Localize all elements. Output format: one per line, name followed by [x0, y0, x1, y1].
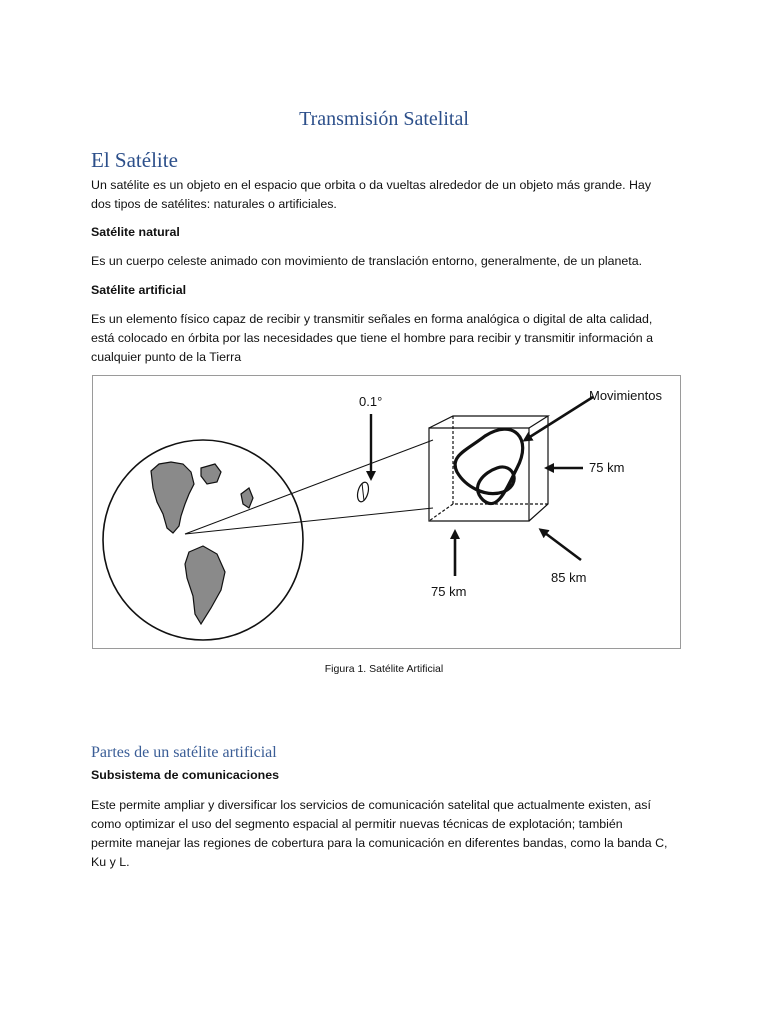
intro-paragraph [91, 176, 681, 214]
movements-label: Movimientos [589, 388, 662, 403]
satellite-diagram [93, 376, 682, 650]
movements-arrow [525, 397, 593, 440]
intro-line-2: dos tipos de satélites: naturales o artificiales. [91, 197, 337, 211]
communications-line-1: Este permite ampliar y diversificar los servicios de comunicación satelital que actualmente existen, así [91, 798, 651, 812]
artificial-line-3: cualquier punto de la Tierra [91, 350, 242, 364]
orbit-cube [429, 416, 548, 521]
communications-line-2: como optimizar el uso del segmento espacial al permitir nuevas técnicas de explotación; también [91, 817, 623, 831]
natural-paragraph: Es un cuerpo celeste animado con movimiento de translación entorno, generalmente, de un planeta. [91, 254, 643, 268]
angle-label: 0.1° [359, 394, 383, 409]
artificial-paragraph [91, 310, 681, 367]
artificial-line-2: está colocado en órbita por las necesidades que tiene el hombre para recibir y transmitir información a [91, 331, 654, 345]
subheading-satelite-natural: Satélite natural [91, 225, 180, 239]
diagonal-85km-label: 85 km [551, 570, 587, 585]
side-75km-label: 75 km [589, 460, 625, 475]
communications-paragraph [91, 796, 681, 872]
intro-line-1: Un satélite es un objeto en el espacio que orbita o da vueltas alrededor de un objeto más grande. Hay [91, 178, 652, 192]
figure-caption: Figura 1. Satélite Artificial [324, 663, 444, 675]
communications-line-4: Ku y L. [91, 855, 130, 869]
beam-ellipse-mark [362, 483, 364, 501]
section-heading-partes: Partes de un satélite artificial [91, 744, 277, 761]
communications-line-3: permite manejar las regiones de cobertura para la comunicación en diferentes bandas, como la banda C, [91, 836, 668, 850]
document-title: Transmisión Satelital [299, 108, 469, 130]
artificial-line-1: Es un elemento físico capaz de recibir y transmitir señales en forma analógica o digital de alta calidad, [91, 312, 653, 326]
satellite-figure [92, 375, 681, 649]
subheading-subsistema-comunicaciones: Subsistema de comunicaciones [91, 768, 279, 782]
diagonal-85km-arrow [541, 530, 581, 560]
bottom-75km-label: 75 km [431, 584, 467, 599]
subheading-satelite-artificial: Satélite artificial [91, 283, 187, 297]
section-heading-el-satelite: El Satélite [91, 148, 178, 172]
orbit-path [455, 429, 523, 503]
